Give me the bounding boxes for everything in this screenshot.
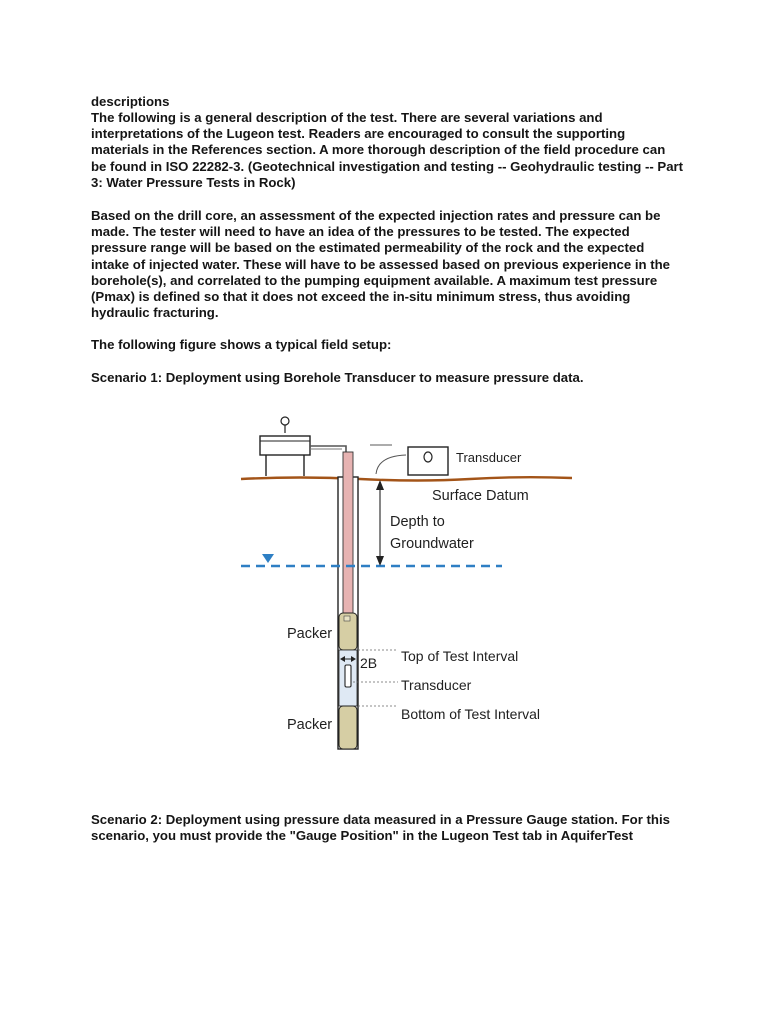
depth-label-line1: Depth to	[390, 514, 445, 530]
transducer-top-label: Transducer	[456, 450, 522, 465]
section-heading: descriptions	[91, 94, 170, 109]
paragraph-figure-intro: The following figure shows a typical field setup:	[91, 337, 392, 352]
surface-datum-label: Surface Datum	[432, 488, 529, 504]
riser-rod	[343, 452, 353, 615]
packer-upper-label: Packer	[287, 626, 333, 642]
downhole-transducer	[345, 665, 351, 687]
gauge-dial-icon	[281, 417, 289, 425]
transducer-inner-label: Transducer	[401, 677, 472, 693]
lugeon-field-setup-diagram	[232, 406, 572, 762]
bottom-interval-label: Bottom of Test Interval	[401, 706, 541, 722]
pressure-gauge-station	[260, 417, 346, 476]
depth-label-line2: Groundwater	[390, 536, 474, 552]
paragraph-assessment: Based on the drill core, an assessment of the expected injection rates and pressure can be made. The tester will need to have an idea of the pressures to be tested. The expected pressure range will be based on the estimated permeability of the rock and the expected intake of injected water. These will have to be assessed based on previous experience in the borehole(s), and correlated to the pumping equipment available. A maximum test pressure (Pmax) is defined so that it does not exceed the in-situ minimum stress, thus avoiding hydraulic fracturing.	[91, 208, 670, 321]
top-interval-label: Top of Test Interval	[401, 648, 519, 664]
paragraph-intro: The following is a general description of the test. There are several variations and interpretations of the Lugeon test. Readers are encouraged to consult the supporting materials in the References section. A more thorough description of the field procedure can be found in ISO 22282-3. (Geotechnical investigation and testing -- Geohydraulic testing -- Part 3: Water Pressure Tests in Rock)	[91, 110, 684, 190]
diameter-label: 2B	[360, 655, 378, 671]
scenario-2-caption: Scenario 2: Deployment using pressure data measured in a Pressure Gauge station. For this scenario, you must provide the "Gauge Position" in the Lugeon Test tab in AquiferTest	[91, 812, 670, 844]
ground-surface-line	[241, 477, 572, 480]
lower-packer	[339, 706, 357, 749]
packer-lower-label: Packer	[287, 717, 333, 733]
surface-transducer-box	[376, 447, 448, 475]
water-table-triangle-icon	[262, 554, 274, 563]
scenario-1-caption: Scenario 1: Deployment using Borehole Transducer to measure pressure data.	[91, 370, 584, 385]
